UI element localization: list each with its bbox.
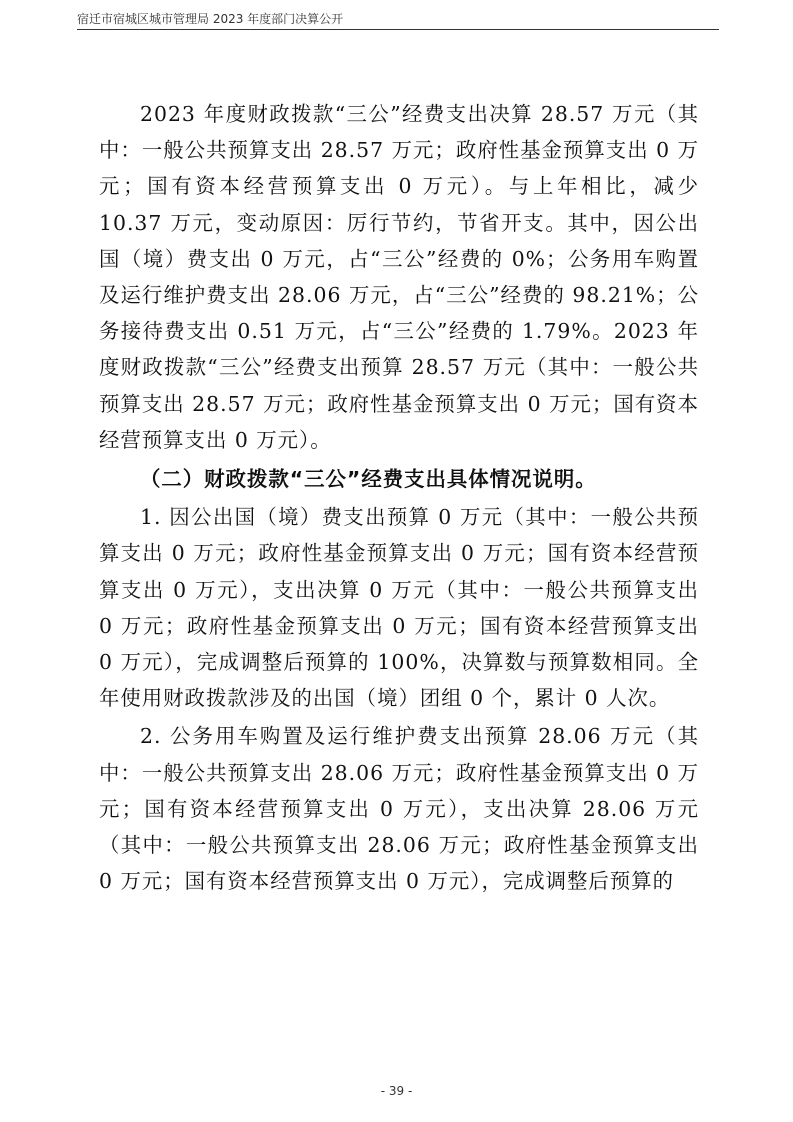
- paragraph-overseas-travel-expenses: 1. 因公出国（境）费支出预算 0 万元（其中：一般公共预算支出 0 万元；政府性基金预算支出 0 万元；国有资本经营预算支出 0 万元），支出决算 0 万元（其中：一般公共预算支出 0 万元；政府性基金预算支出 0 万元；国有资本经营预算支出 0 万元），完成调整后预算的 100%，决算数与预算数相同。全年使用财政拨款涉及的出国（境）团组 0 个，累计 0 人次。: [99, 505, 699, 711]
- paragraph-official-vehicle-expenses: 2. 公务用车购置及运行维护费支出预算 28.06 万元（其中：一般公共预算支出 28.06 万元；政府性基金预算支出 0 万元；国有资本经营预算支出 0 万元），支出决算 28.06 万元（其中：一般公共预算支出 28.06 万元；政府性基金预算支出 0 万元；国有资本经营预算支出 0 万元），完成调整后预算的: [99, 724, 699, 894]
- document-body: [99, 96, 699, 899]
- section-heading: （二）财政拨款“三公”经费支出具体情况说明。: [140, 467, 597, 492]
- paragraph-three-public-expenses-overview: 2023 年度财政拨款“三公”经费支出决算 28.57 万元（其中：一般公共预算支出 28.57 万元；政府性基金预算支出 0 万元；国有资本经营预算支出 0 万元）。与上年相比，减少 10.37 万元，变动原因：厉行节约，节省开支。其中，因公出国（境）费支出 0 万元，占“三公”经费的 0%；公务用车购置及运行维护费支出 28.06 万元，占“三公”经费的 98.21%；公务接待费支出 0.51 万元，占“三公”经费的 1.79%。2023 年度财政拨款“三公”经费支出预算 28.57 万元（其中：一般公共预算支出 28.57 万元；政府性基金预算支出 0 万元；国有资本经营预算支出 0 万元）。: [99, 102, 699, 452]
- page-number: - 39 -: [380, 1084, 413, 1098]
- page-header: [77, 7, 719, 30]
- header-title: 宿迁市宿城区城市管理局 2023 年度部门决算公开: [77, 12, 344, 26]
